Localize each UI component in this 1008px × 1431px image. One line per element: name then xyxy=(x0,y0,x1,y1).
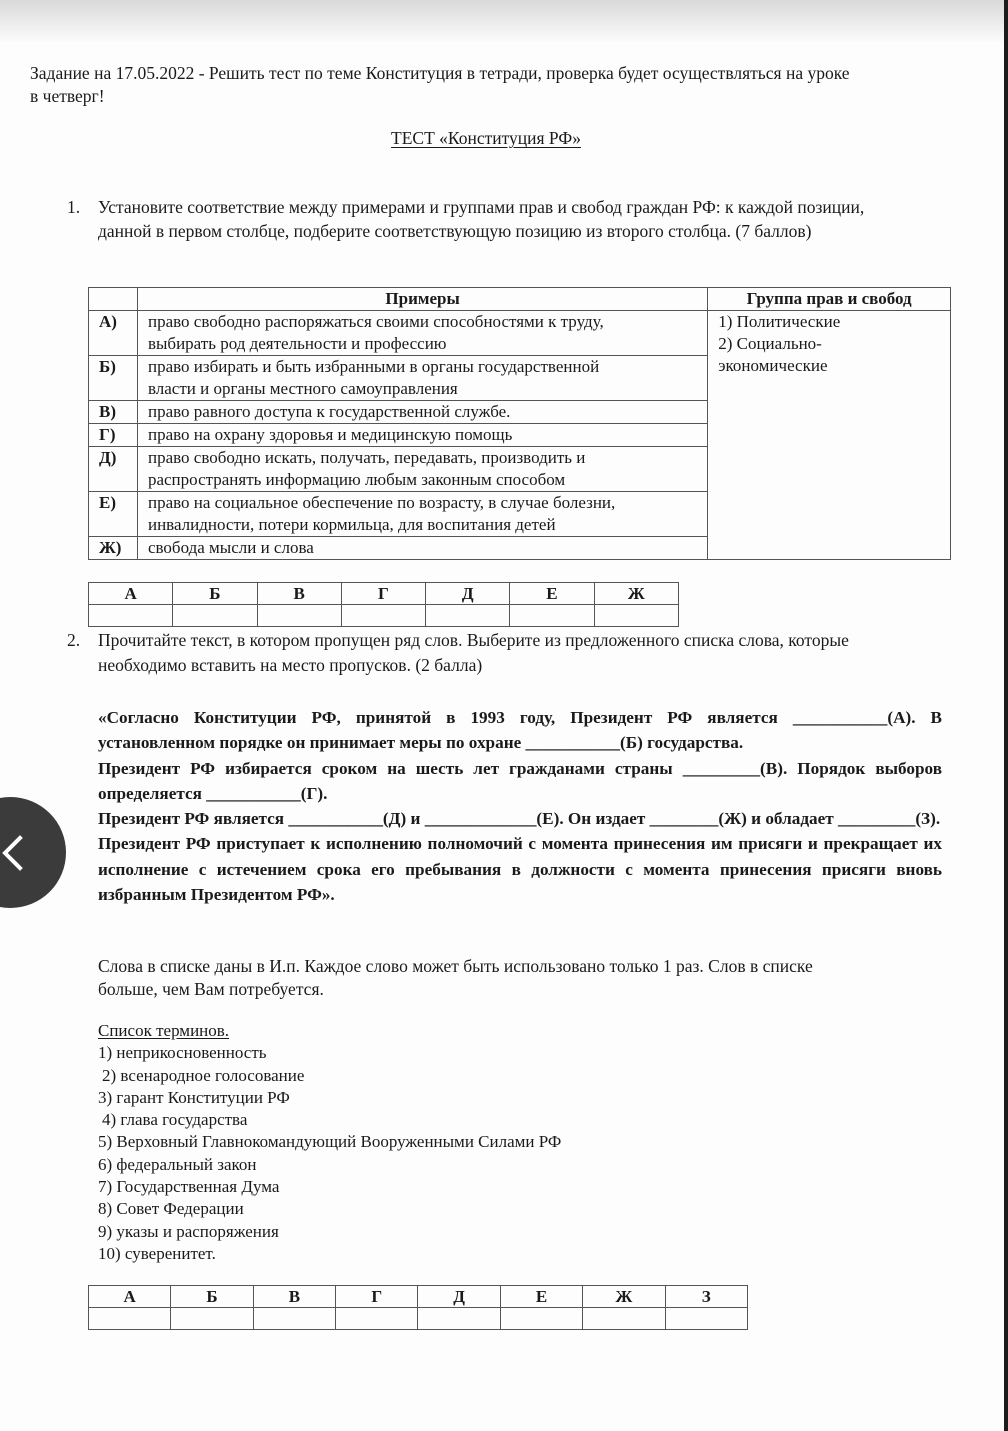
letter-header xyxy=(89,288,138,311)
passage-paragraph: Президент РФ приступает к исполнению полномочий с момента принесения им присяги и прекращает их исполнение с истечением срока его пребывания в должности с момента принесения присяги вновь избранным Президентом РФ». xyxy=(98,834,942,905)
answer-col-header: А xyxy=(89,1286,171,1308)
row-example-line1: право свободно искать, получать, передавать, производить и xyxy=(147,448,586,467)
answer-cell xyxy=(510,605,594,627)
row-example: право равного доступа к государственной службе. xyxy=(137,401,707,424)
term-item: 4) глава государства xyxy=(102,1110,248,1130)
passage-paragraph: «Согласно Конституции РФ, принятой в 1993 году, Президент РФ является ___________(А). В установленном порядке он принимает меры по охране ___________(Б) государства. xyxy=(98,708,942,753)
answer-cell xyxy=(171,1308,253,1330)
groups-cell xyxy=(708,311,951,560)
answer-cell xyxy=(257,605,341,627)
answer-col-header: Б xyxy=(171,1286,253,1308)
answer-cell xyxy=(336,1308,418,1330)
term-item: 9) указы и распоряжения xyxy=(98,1221,279,1241)
examples-header: Примеры xyxy=(137,288,707,311)
group-item: 2) Социально- xyxy=(718,334,822,353)
question2-line1: Прочитайте текст, в котором пропущен ряд слов. Выберите из предложенного списка слова, которые xyxy=(98,630,849,650)
answer-cell xyxy=(594,605,678,627)
row-letter: В) xyxy=(89,401,138,424)
question1-line2: данной в первом столбце, подберите соответствующую позицию из второго столбца. (7 баллов) xyxy=(98,221,812,241)
row-example-line1: право на социальное обеспечение по возрасту, в случае болезни, xyxy=(147,493,616,512)
answer-col-header: Д xyxy=(426,583,510,605)
page-title: ТЕСТ «Конституция РФ» xyxy=(391,128,581,148)
answer-cell xyxy=(665,1308,747,1330)
question1-line1: Установите соответствие между примерами и группами прав и свобод граждан РФ: к каждой позиции, xyxy=(98,197,865,217)
row-letter: Б) xyxy=(89,356,138,401)
question2-number: 2. xyxy=(67,630,81,650)
row-letter: А) xyxy=(89,311,138,356)
passage-paragraph: Президент РФ является ___________(Д) и _____________(Е). Он издает ________(Ж) и обладает _________(З). xyxy=(98,809,941,829)
question1-number: 1. xyxy=(67,197,81,217)
matching-table xyxy=(88,287,951,560)
answer-cell xyxy=(173,605,257,627)
row-example-line2: распространять информацию любым законным способом xyxy=(147,470,566,489)
answer-table-1-values xyxy=(89,605,679,627)
note-line1: Слова в списке даны в И.п. Каждое слово может быть использовано только 1 раз. Слов в списке xyxy=(98,956,813,976)
term-item: 8) Совет Федерации xyxy=(98,1199,244,1219)
answer-col-header: А xyxy=(89,583,173,605)
answer-col-header: В xyxy=(257,583,341,605)
note-line2: больше, чем Вам потребуется. xyxy=(98,979,324,999)
answer-cell xyxy=(426,605,510,627)
row-letter: Г) xyxy=(89,424,138,447)
row-example-line2: власти и органы местного самоуправления xyxy=(147,379,458,398)
answer-col-header: Е xyxy=(510,583,594,605)
assignment-text-line1: Задание на 17.05.2022 - Решить тест по теме Конституция в тетради, проверка будет осуществляться на уроке xyxy=(30,63,850,83)
row-example-line2: выбирать род деятельности и профессию xyxy=(147,334,447,353)
row-letter: Е) xyxy=(89,492,138,537)
answer-col-header: З xyxy=(665,1286,747,1308)
answer-col-header: В xyxy=(253,1286,335,1308)
term-item: 6) федеральный закон xyxy=(98,1154,257,1174)
matching-table-header xyxy=(89,288,951,311)
answer-table-2 xyxy=(88,1285,748,1330)
group-item: 1) Политические xyxy=(718,312,841,331)
answer-col-header: Г xyxy=(336,1286,418,1308)
row-example-line1: право избирать и быть избранными в органы государственной xyxy=(147,357,600,376)
answer-col-header: Б xyxy=(173,583,257,605)
answer-cell xyxy=(341,605,425,627)
question2-line2: необходимо вставить на место пропусков. (2 балла) xyxy=(98,655,483,675)
answer-col-header: Ж xyxy=(594,583,678,605)
row-example xyxy=(137,447,707,492)
terms-list-header: Список терминов. xyxy=(98,1021,230,1040)
row-example-line1: право свободно распоряжаться своими способностями к труду, xyxy=(147,312,604,331)
row-letter: Ж) xyxy=(89,537,138,560)
answer-cell xyxy=(253,1308,335,1330)
term-item: 2) всенародное голосование xyxy=(102,1065,305,1085)
term-item: 3) гарант Конституции РФ xyxy=(98,1087,290,1107)
answer-cell xyxy=(89,605,173,627)
back-button[interactable] xyxy=(0,797,66,908)
answer-table-1 xyxy=(88,582,679,627)
answer-cell xyxy=(89,1308,171,1330)
term-item: 5) Верховный Главнокомандующий Вооруженными Силами РФ xyxy=(98,1132,562,1152)
answer-cell xyxy=(500,1308,582,1330)
row-example: право на охрану здоровья и медицинскую помощь xyxy=(137,424,707,447)
chevron-left-icon xyxy=(0,835,24,871)
answer-table-2-values xyxy=(89,1308,748,1330)
row-example-line2: инвалидности, потери кормильца, для воспитания детей xyxy=(147,515,556,534)
answer-cell xyxy=(583,1308,665,1330)
fill-in-passage xyxy=(98,705,942,907)
term-item: 7) Государственная Дума xyxy=(98,1177,280,1197)
term-item: 10) суверенитет. xyxy=(98,1243,216,1263)
row-example xyxy=(137,356,707,401)
row-example xyxy=(137,311,707,356)
table-row xyxy=(89,311,951,356)
answer-table-1-header xyxy=(89,583,679,605)
answer-col-header: Е xyxy=(500,1286,582,1308)
answer-col-header: Д xyxy=(418,1286,500,1308)
viewer-right-edge xyxy=(1004,0,1008,1431)
row-letter: Д) xyxy=(89,447,138,492)
terms-list xyxy=(98,1020,561,1265)
assignment-text-line2: в четверг! xyxy=(30,86,105,106)
viewer-top-shade xyxy=(0,0,1008,42)
passage-paragraph: Президент РФ избирается сроком на шесть лет гражданами страны _________(В). Порядок выборов определяется ___________(Г). xyxy=(98,758,942,803)
answer-table-2-header xyxy=(89,1286,748,1308)
group-item: экономические xyxy=(718,356,828,375)
term-item: 1) неприкосновенность xyxy=(98,1043,267,1063)
answer-cell xyxy=(418,1308,500,1330)
instructions-note xyxy=(98,955,813,1001)
row-example xyxy=(137,492,707,537)
answer-col-header: Г xyxy=(341,583,425,605)
row-example: свобода мысли и слова xyxy=(137,537,707,560)
groups-header: Группа прав и свобод xyxy=(708,288,951,311)
answer-col-header: Ж xyxy=(583,1286,665,1308)
